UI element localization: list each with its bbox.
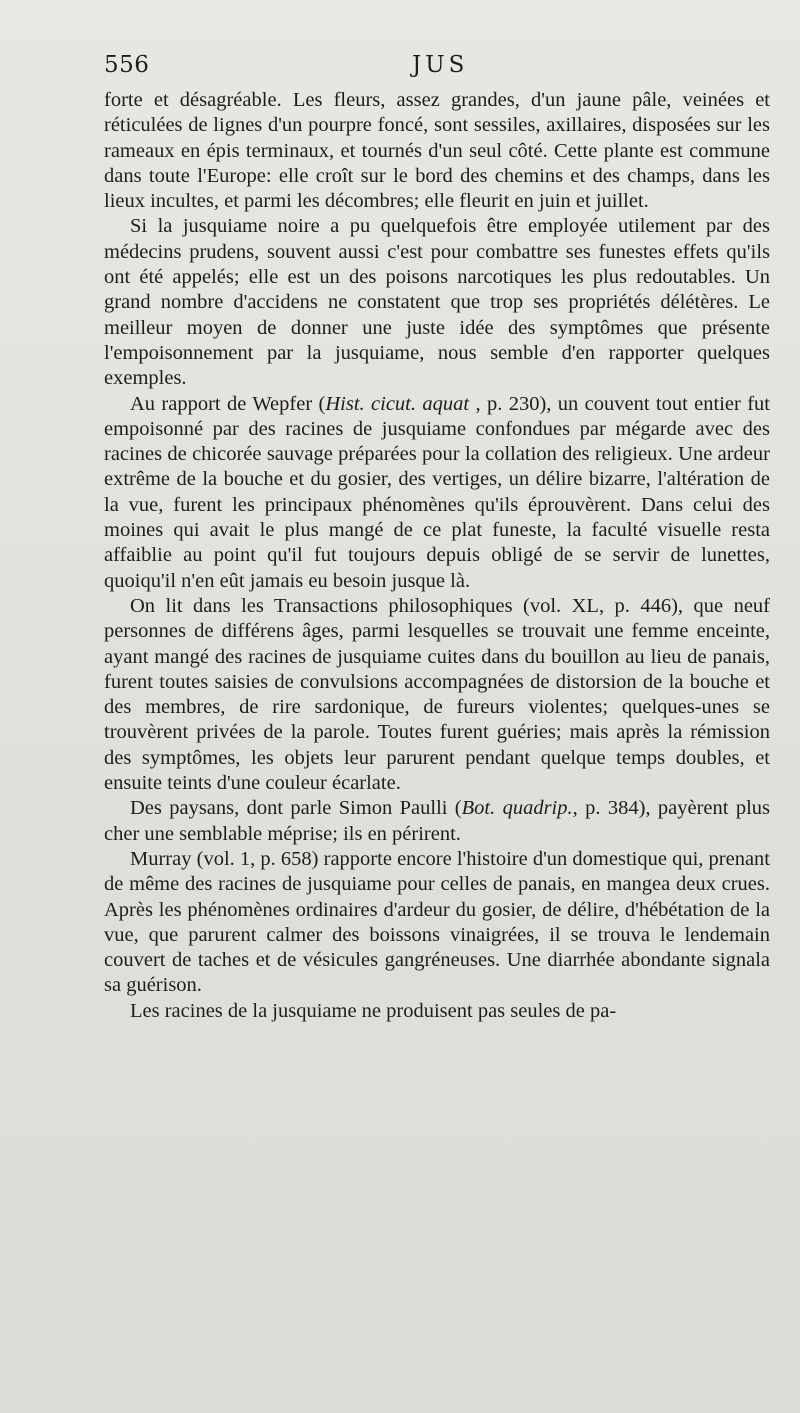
paragraph-3-rest: , p. 230), un couvent tout entier fut empoisonné par des racines de jusquiame confondues par mégarde avec des racines de chicorée sauvage préparées pour la collation des religieux. Une ardeur extrême de la bouche et du gosier, des vertiges, un délire bizarre, l'altération de la vue, furent les principaux phénomènes qu'ils éprouvèrent. Dans celui des moines qui avait le plus mangé de ce plat funeste, la faculté visuelle resta affaiblie au point qu'il fut toujours depuis obligé de se servir de lunettes, quoiqu'il n'en eût jamais eu besoin jusque là. xyxy=(104,392,770,592)
paragraph-6: Murray (vol. 1, p. 658) rapporte encore l'histoire d'un domestique qui, prenant de même des racines de jusquiame pour celles de panais, en mangea deux crues. Après les phénomènes ordinaires d'ardeur du gosier, de délire, d'hébétation de la vue, que parurent calmer des boissons vinaigrées, il se trouva le lendemain couvert de taches et de vésicules gangréneuses. Une diarrhée abondante signala sa guérison. xyxy=(104,847,770,997)
paragraph-3-lead: Au rapport de Wepfer ( xyxy=(130,392,326,415)
page-number: 556 xyxy=(104,52,150,78)
paragraph-4: On lit dans les Transactions philosophiques (vol. XL, p. 446), que neuf personnes de différens âges, parmi lesquelles se trouvait une femme enceinte, ayant mangé des racines de jusquiame cuites dans du bouillon au lieu de panais, furent toutes saisies de convulsions accompagnées de distorsion de la bouche et des membres, de rire sardonique, de fureurs violentes; quelques-unes se trouvèrent privées de la parole. Toutes furent guéries; mais après la rémission des symptômes, les objets leur parurent pendant quelque temps doubles, et ensuite teints d'une couleur écarlate. xyxy=(104,594,770,795)
page-header xyxy=(104,52,770,84)
running-head: JUS xyxy=(412,52,469,78)
paragraph-3 xyxy=(104,392,770,594)
paragraph-7: Les racines de la jusquiame ne produisent pas seules de pa- xyxy=(130,999,617,1022)
paragraph-2: Si la jusquiame noire a pu quelquefois être employée utilement par des médecins prudens, souvent aussi c'est pour combattre ses funestes effets qu'ils ont été appelés; elle est un des poisons narcotiques les plus redoutables. Un grand nombre d'accidens ne constatent que trop ses propriétés délétères. Le meilleur moyen de donner une juste idée des symptômes que présente l'empoisonnement par la jusquiame, nous semble d'en rapporter quelques exemples. xyxy=(104,215,770,390)
citation-paulli: Bot. quadrip. xyxy=(461,797,573,820)
body-text xyxy=(104,88,770,1024)
paragraph-1: forte et désagréable. Les fleurs, assez grandes, d'un jaune pâle, veinées et réticulées de lignes d'un pourpre foncé, sont sessiles, axillaires, disposées sur les rameaux en épis terminaux, et tournés d'un seul côté. Cette plante est commune dans toute l'Europe: elle croît sur le bord des chemins et des champs, dans les lieux incultes, et parmi les décombres; elle fleurit en juin et juillet. xyxy=(104,89,770,213)
paragraph-5 xyxy=(104,796,770,847)
paragraph-5-rest: , p. 384), payèrent plus cher une semblable méprise; ils en périrent. xyxy=(104,797,770,845)
citation-wepfer: Hist. cicut. aquat xyxy=(325,392,470,415)
paragraph-5-lead: Des paysans, dont parle Simon Paulli ( xyxy=(130,797,462,820)
